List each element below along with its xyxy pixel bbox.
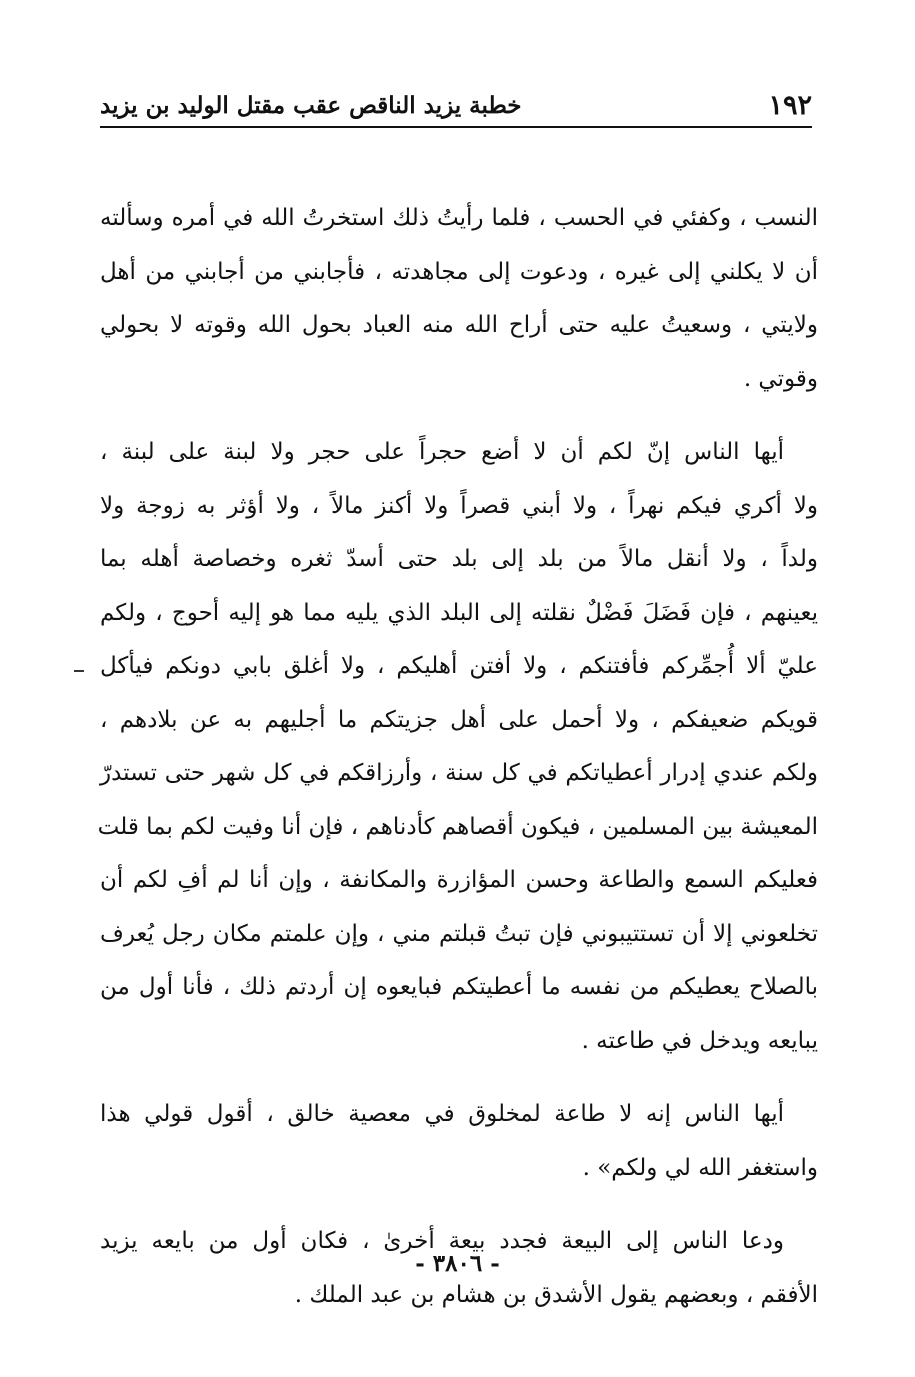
text-line: عليّ ألا أُجمِّركم فأفتنكم ، ولا أفتن أهليكم ، ولا أغلق بابي دونكم فيأكل — [100, 653, 818, 679]
body-text — [97, 192, 818, 1342]
text-line: أيها الناس إنّ لكم أن لا أضع حجراً على حجر ولا لبنة على لبنة ، — [100, 439, 784, 465]
text-line: بالصلاح يعطيكم من نفسه ما أعطيتكم فبايعوه إن أردتم ذلك ، فأنا أول من — [100, 974, 818, 1000]
text-line: يبايعه ويدخل في طاعته . — [581, 1027, 818, 1054]
text-line: النسب ، وكفئي في الحسب ، فلما رأيتُ ذلك استخرتُ الله في أمره وسألته — [100, 205, 818, 231]
margin-mark — [74, 670, 84, 672]
text-line: أن لا يكلني إلى غيره ، ودعوت إلى مجاهدته ، فأجابني من أجابني من أهل — [100, 258, 818, 285]
header-title: خطبة يزيد الناقص عقب مقتل الوليد بن يزيد — [100, 91, 522, 119]
text-line: واستغفر الله لي ولكم» . — [582, 1154, 818, 1181]
text-line: المعيشة بين المسلمين ، فيكون أقصاهم كأدناهم ، فإن أنا وفيت لكم بما قلت — [97, 813, 818, 840]
text-line: قويكم ضعيفكم ، ولا أحمل على أهل جزيتكم ما أجليهم به عن بلادهم ، — [100, 706, 818, 733]
text-line: ولداً ، ولا أنقل مالاً من بلد إلى بلد حتى أسدّ ثغره وخصاصة أهله بما — [100, 546, 818, 572]
paragraph — [100, 192, 818, 406]
text-line: تخلعوني إلا أن تستتيبوني فإن تبتُ قبلتم مني ، وإن علمتم مكان رجل يُعرف — [100, 920, 818, 947]
text-line: فعليكم السمع والطاعة وحسن المؤازرة والمكانفة ، وإن أنا لم أفِ لكم أن — [100, 867, 818, 893]
footer-page-number: - ٣٨٠٦ - — [415, 1250, 500, 1277]
paragraph — [100, 1088, 818, 1195]
text-line: ودعا الناس إلى البيعة فجدد بيعة أخرىٰ ، فكان أول من بايعه يزيد — [100, 1228, 784, 1254]
text-line: وقوتي . — [743, 365, 818, 392]
paragraph — [97, 426, 818, 1068]
running-header — [100, 84, 812, 128]
text-line: يعينهم ، فإن فَضَلَ فَضْلٌ نقلته إلى البلد الذي يليه مما هو إليه أحوج ، ولكم — [100, 599, 818, 626]
text-line: أيها الناس إنه لا طاعة لمخلوق في معصية خالق ، أقول قولي هذا — [100, 1101, 784, 1127]
text-line: ولايتي ، وسعيتُ عليه حتى أراح الله منه العباد بحول الله وقوته لا بحولي — [100, 312, 818, 338]
page-number: ١٩٢ — [768, 89, 812, 121]
text-line: ولكم عندي إدرار أعطياتكم في كل سنة ، وأرزاقكم في كل شهر حتى تستدرّ — [100, 760, 818, 786]
text-line: ولا أكري فيكم نهراً ، ولا أبني قصراً ولا أكنز مالاً ، ولا أؤثر به زوجة ولا — [100, 492, 818, 519]
text-line: الأفقم ، وبعضهم يقول الأشدق بن هشام بن عبد الملك . — [294, 1281, 818, 1308]
